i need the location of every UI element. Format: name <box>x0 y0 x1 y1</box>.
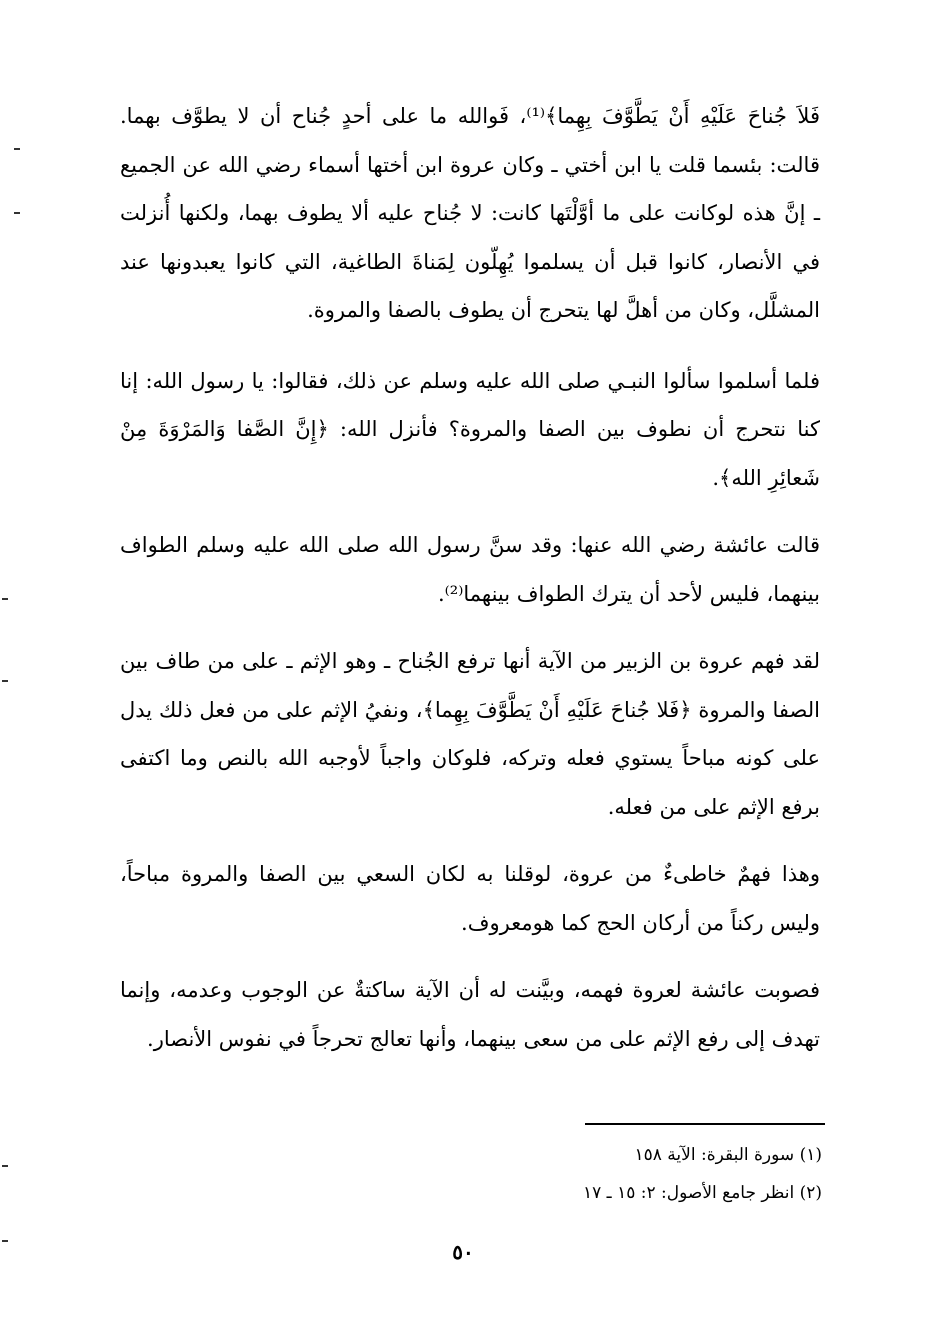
footnote-2: (٢) انظر جامع الأصول: ٢: ١٥ ـ ١٧ <box>583 1183 822 1203</box>
paragraph-3: قالت عائشة رضي الله عنها: وقد سنَّ رسول الله صلى الله عليه وسلم الطواف بينهما، فليس لأحد أن يترك الطواف بينهما⁽²⁾. <box>120 533 820 606</box>
scan-edge-mark <box>2 680 8 682</box>
scan-edge-mark <box>2 1240 8 1242</box>
footnote-1: (١) سورة البقرة: الآية ١٥٨ <box>634 1145 822 1165</box>
footnote-divider <box>585 1123 825 1125</box>
scan-edge-mark <box>2 1165 8 1167</box>
paragraph-5: وهذا فهمٌ خاطىءٌ من عروة، لوقلنا به لكان السعي بين الصفا والمروة مباحاً، وليس ركناً من أركان الحج كما هومعروف. <box>120 862 820 935</box>
scan-edge-mark <box>14 212 20 214</box>
page-number: ٥٠ <box>452 1240 474 1264</box>
paragraph-2: فلما أسلموا سألوا النبـي صلى الله عليه وسلم عن ذلك، فقالوا: يا رسول الله: إنا كنا نتحرج أن نطوف بين الصفا والمروة؟ فأنزل الله: ﴿إِنَّ الصَّفا وَالمَرْوَةَ مِنْ شَعائِرِ الله﴾. <box>120 368 820 490</box>
body-text <box>120 92 820 1082</box>
scan-edge-mark <box>2 598 8 600</box>
paragraph-6: فصوبت عائشة لعروة فهمه، وبيَّنت له أن الآية ساكتةٌ عن الوجوب وعدمه، وإنما تهدف إلى رفع الإثم على من سعى بينهما، وأنها تعالج تحرجاً في نفوس الأنصار. <box>120 978 820 1051</box>
paragraph-4: لقد فهم عروة بن الزبير من الآية أنها ترفع الجُناح ـ وهو الإثم ـ على من طاف بين الصفا والمروة ﴿فَلا جُناحَ عَلَيْهِ أَنْ يَطَّوَّفَ بِهِما﴾، ونفيُ الإثم على من فعل ذلك يدل على كونه مباحاً يستوي فعله وتركه، فلوكان واجباً لأوجبه الله بالنص وما اكتفى برفع الإثم على من فعله. <box>120 649 820 819</box>
paragraph-1: فَلاَ جُناحَ عَلَيْهِ أَنْ يَطَّوَّفَ بِهِما﴾⁽¹⁾، فَوالله ما على أحدٍ جُناح أن لا يطوَّف بهما. قالت: بئسما قلت يا ابن أختي ـ وكان عروة ابن أختها أسماء رضي الله عن الجميع ـ إنَّ هذه لوكانت على ما أوَّلْتَها كانت: لا جُناح عليه ألا يطوف بهما، ولكنها أُنزلت في الأنصار، كانوا قبل أن يسلموا يُهِلّون لِمَناةَ الطاغية، التي كانوا يعبدونها عند المشلَّل، وكان من أهلَّ لها يتحرج أن يطوف بالصفا والمروة. <box>120 104 820 322</box>
footnotes <box>420 1136 822 1212</box>
scan-edge-mark <box>14 148 20 150</box>
